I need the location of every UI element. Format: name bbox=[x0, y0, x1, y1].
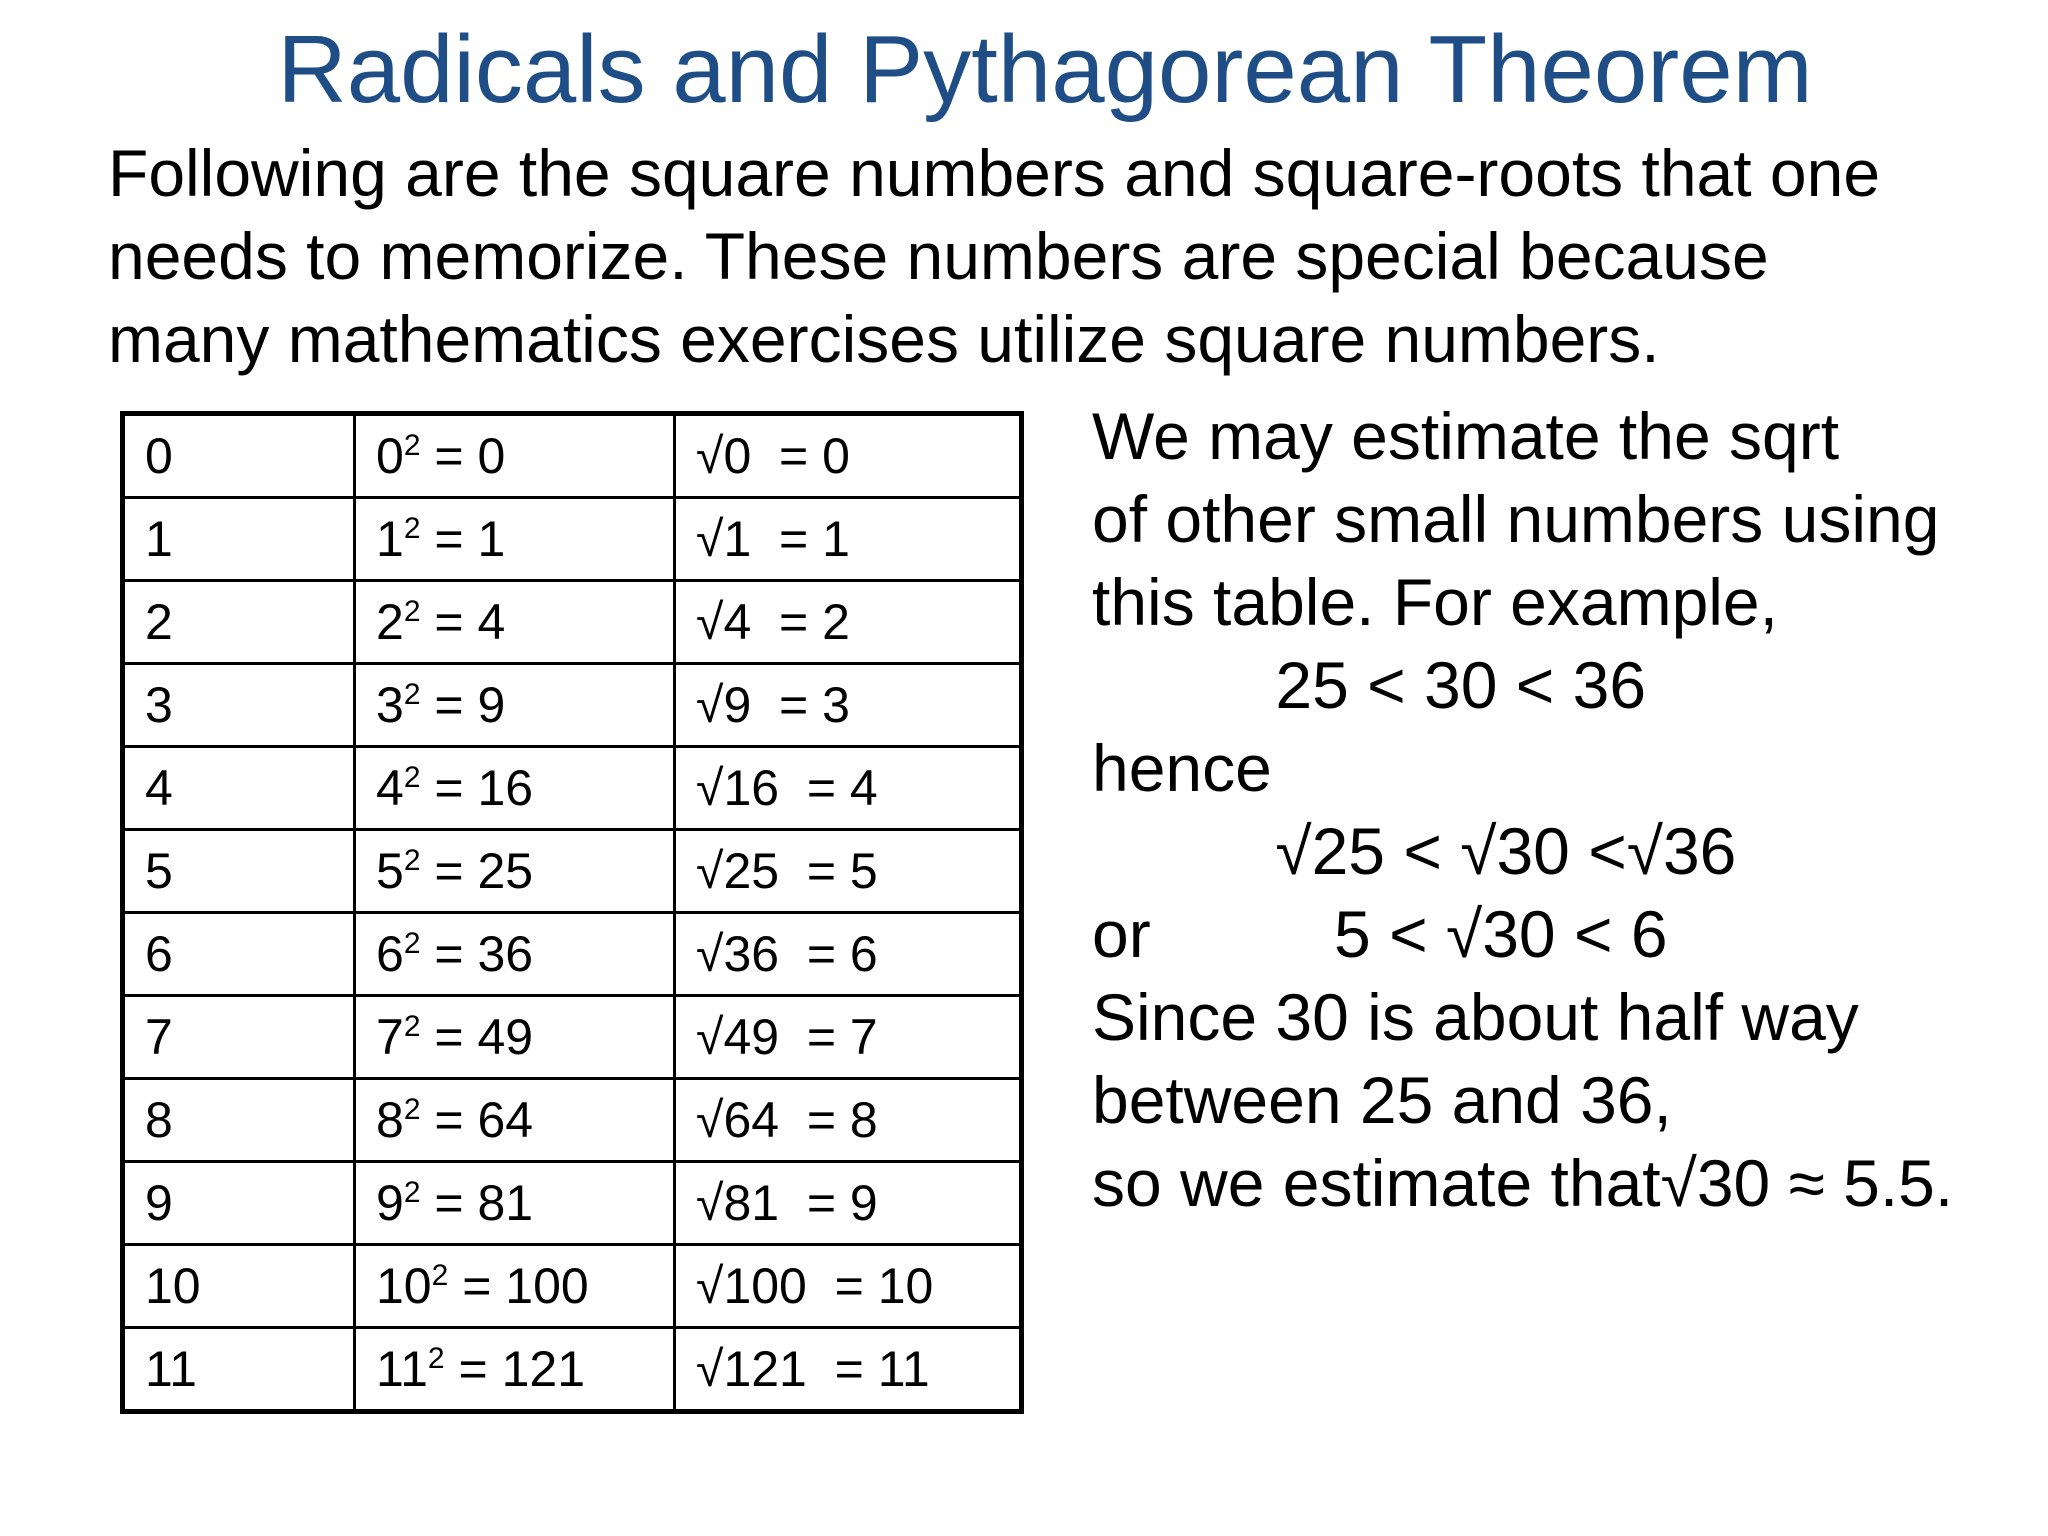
square-root-cell: √4 = 2 bbox=[675, 581, 1022, 664]
square-base: 6 bbox=[376, 926, 404, 982]
explanation-line: hence bbox=[1092, 731, 1272, 805]
square-exponent: 2 bbox=[431, 1259, 449, 1292]
table-row bbox=[123, 913, 1022, 996]
square-cell bbox=[355, 747, 675, 830]
number-cell: 4 bbox=[123, 747, 355, 830]
square-base: 1 bbox=[376, 511, 404, 567]
square-base: 7 bbox=[376, 1009, 404, 1065]
square-base: 10 bbox=[376, 1258, 432, 1314]
square-cell bbox=[355, 1245, 675, 1328]
square-result: = 9 bbox=[420, 677, 506, 733]
number-cell: 7 bbox=[123, 996, 355, 1079]
square-base: 0 bbox=[376, 428, 404, 484]
square-cell bbox=[355, 664, 675, 747]
square-base: 8 bbox=[376, 1092, 404, 1148]
number-cell: 5 bbox=[123, 830, 355, 913]
square-cell bbox=[355, 1328, 675, 1412]
table-row bbox=[123, 1079, 1022, 1162]
estimation-explanation bbox=[1092, 395, 2042, 1225]
square-result: = 121 bbox=[444, 1341, 585, 1397]
table-row bbox=[123, 664, 1022, 747]
intro-paragraph bbox=[108, 132, 2008, 381]
square-result: = 36 bbox=[420, 926, 534, 982]
number-cell: 0 bbox=[123, 414, 355, 498]
table-row bbox=[123, 747, 1022, 830]
square-cell bbox=[355, 498, 675, 581]
square-base: 3 bbox=[376, 677, 404, 733]
table-row bbox=[123, 1162, 1022, 1245]
explanation-line: 25 < 30 < 36 bbox=[1092, 648, 1647, 722]
square-root-cell: √121 = 11 bbox=[675, 1328, 1022, 1412]
square-exponent: 2 bbox=[403, 927, 421, 960]
table-row bbox=[123, 498, 1022, 581]
explanation-line: between 25 and 36, bbox=[1092, 1063, 1672, 1137]
explanation-line: Since 30 is about half way bbox=[1092, 980, 1859, 1054]
page-title: Radicals and Pythagorean Theorem bbox=[277, 16, 1813, 123]
square-exponent: 2 bbox=[403, 1010, 421, 1043]
square-root-cell: √0 = 0 bbox=[675, 414, 1022, 498]
square-result: = 0 bbox=[420, 428, 506, 484]
square-result: = 81 bbox=[420, 1175, 534, 1231]
square-cell bbox=[355, 414, 675, 498]
square-base: 11 bbox=[376, 1341, 428, 1397]
number-cell: 1 bbox=[123, 498, 355, 581]
explanation-line: We may estimate the sqrt bbox=[1092, 399, 1840, 473]
number-cell: 9 bbox=[123, 1162, 355, 1245]
square-result: = 4 bbox=[420, 594, 506, 650]
table-row bbox=[123, 1245, 1022, 1328]
square-cell bbox=[355, 913, 675, 996]
square-root-cell: √64 = 8 bbox=[675, 1079, 1022, 1162]
squares-table-container bbox=[120, 411, 1024, 1414]
square-root-cell: √49 = 7 bbox=[675, 996, 1022, 1079]
square-base: 4 bbox=[376, 760, 404, 816]
number-cell: 11 bbox=[123, 1328, 355, 1412]
intro-line: needs to memorize. These numbers are special because bbox=[108, 219, 1769, 293]
square-result: = 1 bbox=[420, 511, 506, 567]
table-row bbox=[123, 581, 1022, 664]
square-result: = 16 bbox=[420, 760, 534, 816]
explanation-line: this table. For example, bbox=[1092, 565, 1778, 639]
explanation-line: so we estimate that√30 ≈ 5.5. bbox=[1092, 1146, 1954, 1220]
explanation-line: √25 < √30 <√36 bbox=[1092, 814, 1737, 888]
square-cell bbox=[355, 1162, 675, 1245]
square-cell bbox=[355, 1079, 675, 1162]
square-root-cell: √16 = 4 bbox=[675, 747, 1022, 830]
number-cell: 3 bbox=[123, 664, 355, 747]
square-exponent: 2 bbox=[403, 1176, 421, 1209]
square-result: = 49 bbox=[420, 1009, 534, 1065]
table-row bbox=[123, 996, 1022, 1079]
number-cell: 8 bbox=[123, 1079, 355, 1162]
square-exponent: 2 bbox=[403, 678, 421, 711]
square-exponent: 2 bbox=[403, 595, 421, 628]
number-cell: 6 bbox=[123, 913, 355, 996]
square-cell bbox=[355, 581, 675, 664]
square-root-cell: √36 = 6 bbox=[675, 913, 1022, 996]
square-root-cell: √9 = 3 bbox=[675, 664, 1022, 747]
square-exponent: 2 bbox=[403, 844, 421, 877]
square-root-cell: √1 = 1 bbox=[675, 498, 1022, 581]
square-exponent: 2 bbox=[403, 429, 421, 462]
square-base: 5 bbox=[376, 843, 404, 899]
square-exponent: 2 bbox=[403, 1093, 421, 1126]
square-exponent: 2 bbox=[403, 512, 421, 545]
table-row bbox=[123, 414, 1022, 498]
table-row bbox=[123, 1328, 1022, 1412]
square-cell bbox=[355, 996, 675, 1079]
number-cell: 10 bbox=[123, 1245, 355, 1328]
square-root-cell: √100 = 10 bbox=[675, 1245, 1022, 1328]
explanation-line: of other small numbers using bbox=[1092, 482, 1940, 556]
square-base: 9 bbox=[376, 1175, 404, 1231]
square-result: = 25 bbox=[420, 843, 534, 899]
intro-line: Following are the square numbers and square-roots that one bbox=[108, 136, 1881, 210]
table-row bbox=[123, 830, 1022, 913]
square-root-cell: √81 = 9 bbox=[675, 1162, 1022, 1245]
square-root-cell: √25 = 5 bbox=[675, 830, 1022, 913]
number-cell: 2 bbox=[123, 581, 355, 664]
square-result: = 100 bbox=[448, 1258, 589, 1314]
square-base: 2 bbox=[376, 594, 404, 650]
square-cell bbox=[355, 830, 675, 913]
squares-table bbox=[120, 411, 1024, 1414]
square-exponent: 2 bbox=[427, 1342, 445, 1375]
square-exponent: 2 bbox=[403, 761, 421, 794]
squares-table-body bbox=[123, 414, 1022, 1412]
intro-line: many mathematics exercises utilize square numbers. bbox=[108, 302, 1660, 376]
square-result: = 64 bbox=[420, 1092, 534, 1148]
explanation-line: or 5 < √30 < 6 bbox=[1092, 897, 1668, 971]
